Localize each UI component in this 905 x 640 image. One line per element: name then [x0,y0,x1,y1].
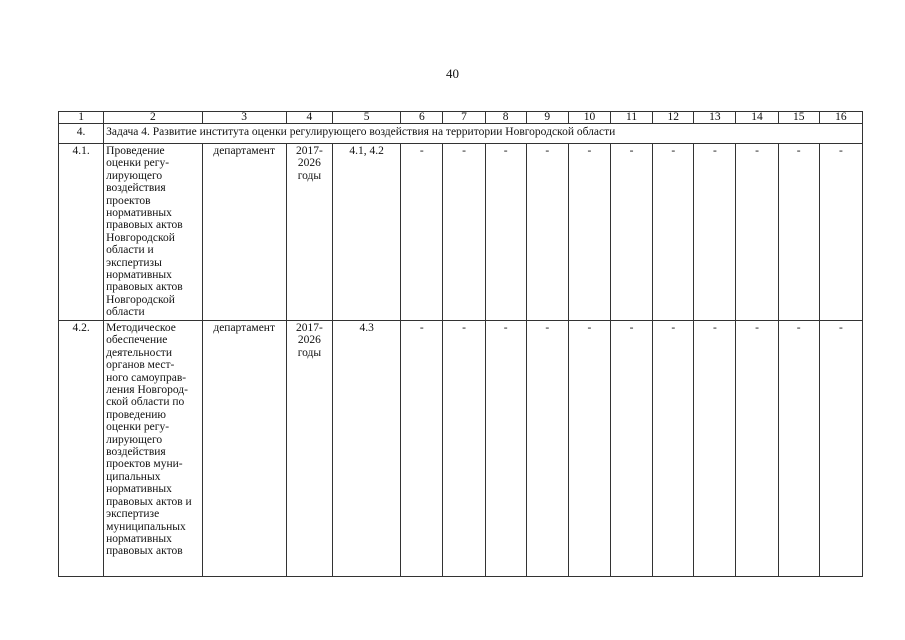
row-value-col-15: - [778,321,819,577]
row-value-col-13: - [694,144,736,321]
row-value-col-6: - [401,321,443,577]
row-value-col-7: - [443,144,485,321]
row-description [104,321,202,577]
description-line: оценки регу- [106,157,170,170]
period-line: 2026 [297,157,321,170]
column-header-14: 14 [736,112,778,124]
description-line: проектов муни- [106,458,183,471]
description-line: Новгородской [106,231,175,244]
row-value-col-13: - [694,321,736,577]
description-line: нормативных [106,483,172,496]
page-number: 40 [446,66,459,81]
description-line: правовых актов [106,545,183,558]
description-line: ской области по [106,396,185,409]
row-value-col-8: - [485,321,526,577]
column-header-10: 10 [568,112,610,124]
description-line: области [106,306,145,319]
row-value-col-16: - [819,321,862,577]
row-period [286,321,332,577]
description-line: проектов [106,194,151,207]
row-executor: департамент [202,321,286,577]
description-line: Методическое [106,322,176,334]
table-row [59,321,863,577]
column-header-12: 12 [653,112,694,124]
row-indicators: 4.3 [333,321,401,577]
row-value-col-14: - [736,321,778,577]
description-line: нормативных [106,207,172,220]
column-header-2: 2 [104,112,202,124]
description-line: лирующего [106,169,163,182]
header-row [59,112,863,124]
description-line: правовых актов [106,281,183,294]
description-line: нормативных [106,532,172,545]
column-header-15: 15 [778,112,819,124]
description-line: деятельности [106,346,172,359]
description-line: лирующего [106,433,163,446]
description-line: воздействия [106,446,166,459]
row-value-col-9: - [526,321,568,577]
row-value-col-11: - [611,321,653,577]
column-header-11: 11 [611,112,653,124]
description-line: ного самоуправ- [106,371,187,384]
row-value-col-10: - [568,321,610,577]
description-line: Проведение [106,145,165,157]
description-line: воздействия [106,182,166,195]
description-line: проведению [106,408,166,421]
period-line: годы [297,169,322,182]
description-line: Новгородской [106,293,175,306]
column-header-3: 3 [202,112,286,124]
row-value-col-8: - [485,144,526,321]
row-value-col-11: - [611,144,653,321]
row-value-col-6: - [401,144,443,321]
task-number: 4. [59,124,104,144]
description-line: ципальных [106,470,161,483]
task-title: Задача 4. Развитие института оценки регулирующего воздействия на территории Новгородской области [104,124,863,144]
row-value-col-7: - [443,321,485,577]
column-header-5: 5 [333,112,401,124]
description-line: области и [106,244,154,257]
description-line: экспертизе [106,508,160,521]
period-line: 2017- [295,322,323,334]
description-line: муниципальных [106,520,186,533]
description-line: правовых актов [106,219,183,232]
description-line: обеспечение [106,334,168,347]
column-header-9: 9 [526,112,568,124]
task-row [59,124,863,144]
description-line: органов мест- [106,359,175,372]
program-table [58,111,863,577]
row-period [286,144,332,321]
period-line: годы [297,346,322,359]
column-header-7: 7 [443,112,485,124]
period-line: 2017- [295,145,323,157]
row-value-col-14: - [736,144,778,321]
row-executor: департамент [202,144,286,321]
row-number: 4.2. [59,321,104,577]
column-header-8: 8 [485,112,526,124]
column-header-4: 4 [286,112,332,124]
description-line: экспертизы [106,256,162,269]
description-line: оценки регу- [106,421,170,434]
row-value-col-10: - [568,144,610,321]
row-value-col-16: - [819,144,862,321]
row-indicators: 4.1, 4.2 [333,144,401,321]
table-row [59,144,863,321]
period-line: 2026 [297,334,321,347]
row-number: 4.1. [59,144,104,321]
row-description [104,144,202,321]
description-line: правовых актов и [106,495,192,508]
description-line: нормативных [106,269,172,282]
row-value-col-9: - [526,144,568,321]
row-value-col-15: - [778,144,819,321]
row-value-col-12: - [653,144,694,321]
column-header-16: 16 [819,112,862,124]
description-line: ления Новгород- [106,384,188,397]
row-value-col-12: - [653,321,694,577]
column-header-1: 1 [59,112,104,124]
column-header-13: 13 [694,112,736,124]
column-header-6: 6 [401,112,443,124]
